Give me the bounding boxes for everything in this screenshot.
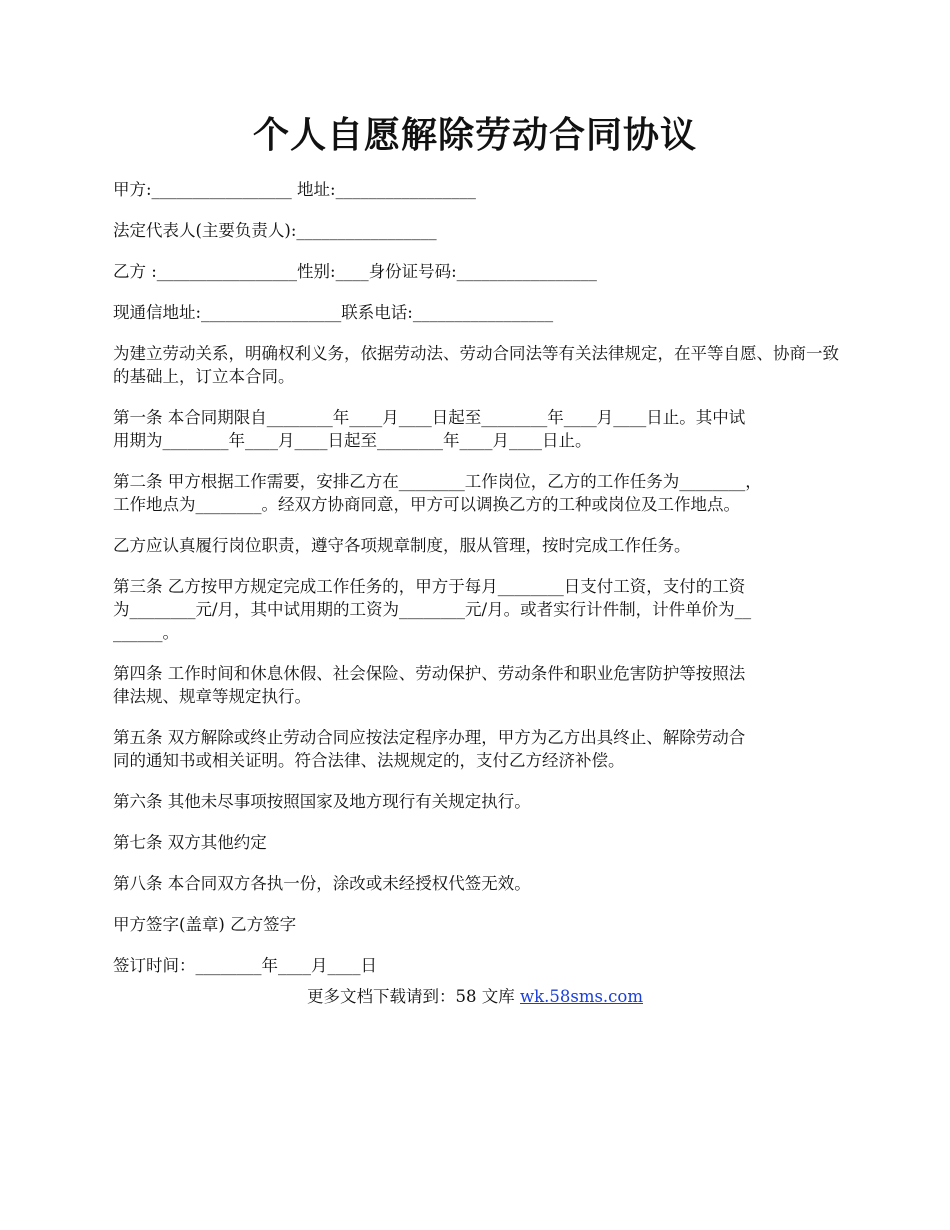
article-2 (113, 470, 843, 516)
footer (0, 986, 950, 1008)
party-a-line: 甲方:_________________ 地址:_________________ (113, 180, 476, 199)
footer-link[interactable]: wk.58sms.com (519, 987, 643, 1006)
article-2-line-1: 第二条 甲方根据工作需要，安排乙方在________工作岗位，乙方的工作任务为________， (113, 472, 762, 491)
article-5-line-1: 第五条 双方解除或终止劳动合同应按法定程序办理，甲方为乙方出具终止、解除劳动合 (113, 728, 746, 747)
article-4-line-2: 律法规、规章等规定执行。 (113, 687, 311, 706)
article-5 (113, 726, 843, 772)
party-b-line: 乙方 :_________________性别:____身份证号码:_________________ (113, 262, 597, 281)
preamble-paragraph: 为建立劳动关系，明确权利义务，依据劳动法、劳动合同法等有关法律规定，在平等自愿、协商一致的基础上，订立本合同。 (113, 344, 839, 386)
article-2-line-2: 工作地点为________。经双方协商同意，甲方可以调换乙方的工种或岗位及工作地点。 (113, 495, 740, 514)
signatures-line: 甲方签字(盖章) 乙方签字 (113, 915, 297, 934)
document-title: 个人自愿解除劳动合同协议 (252, 115, 697, 156)
article-3-line-2: 为________元/月，其中试用期的工资为________元/月。或者实行计件制，计件单价为__ (113, 600, 752, 619)
article-7: 第七条 双方其他约定 (113, 833, 267, 852)
article-6: 第六条 其他未尽事项按照国家及地方现行有关规定执行。 (113, 792, 531, 811)
article-1 (113, 406, 843, 452)
article-3-line-1: 第三条 乙方按甲方规定完成工作任务的，甲方于每月________日支付工资，支付的工资 (113, 577, 746, 596)
article-5-line-2: 同的通知书或相关证明。符合法律、法规规定的，支付乙方经济补偿。 (113, 751, 625, 770)
document-body (113, 178, 843, 977)
article-3 (113, 575, 843, 644)
article-3-line-3: ______。 (113, 623, 179, 642)
article-4 (113, 662, 843, 708)
legal-representative-line: 法定代表人(主要负责人):_________________ (113, 221, 437, 240)
address-phone-line: 现通信地址:_________________联系电话:_________________ (113, 303, 554, 322)
article-4-line-1: 第四条 工作时间和休息休假、社会保险、劳动保护、劳动条件和职业危害防护等按照法 (113, 664, 746, 683)
footer-prefix: 更多文档下载请到：58 文库 (306, 987, 520, 1006)
sign-date-line: 签订时间：________年____月____日 (113, 956, 377, 975)
article-1-line-2: 用期为________年____月____日起至________年____月____日止。 (113, 431, 592, 450)
article-1-line-1: 第一条 本合同期限自________年____月____日起至________年____月____日止。其中试 (113, 408, 746, 427)
article-8: 第八条 本合同双方各执一份，涂改或未经授权代签无效。 (113, 874, 531, 893)
duty-paragraph: 乙方应认真履行岗位职责，遵守各项规章制度，服从管理，按时完成工作任务。 (113, 536, 691, 555)
